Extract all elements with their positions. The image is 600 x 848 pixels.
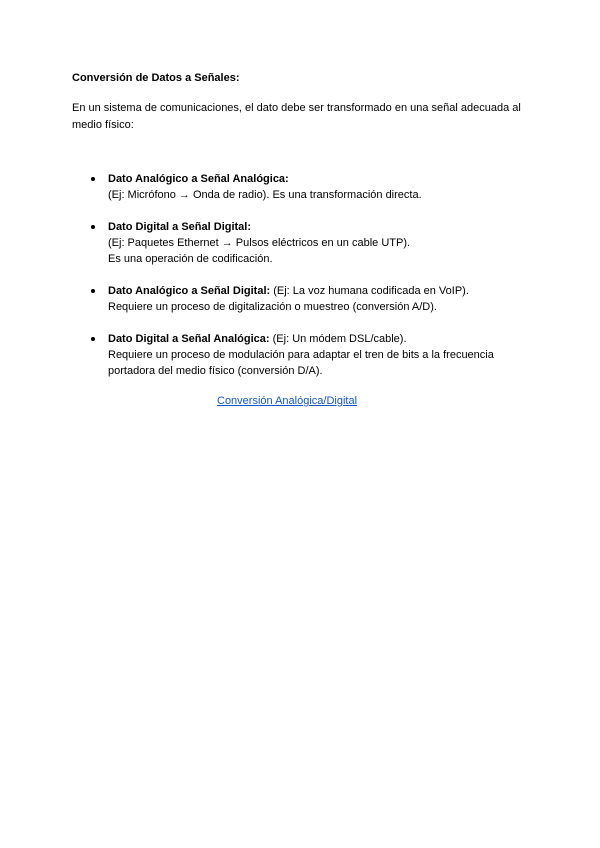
- bullet-icon: [91, 337, 95, 341]
- list-item: [72, 331, 532, 379]
- item-heading: Dato Digital a Señal Digital:: [108, 221, 252, 233]
- item-line: (Ej: Paquetes Ethernet → Pulsos eléctricos en un cable UTP).: [108, 237, 411, 249]
- bullet-icon: [91, 289, 95, 293]
- bullet-icon: [91, 225, 95, 229]
- item-heading: Dato Analógico a Señal Digital:: [108, 285, 271, 297]
- list-item: [72, 171, 532, 203]
- conversion-link[interactable]: Conversión Analógica/Digital: [217, 395, 358, 407]
- intro-paragraph: En un sistema de comunicaciones, el dato debe ser transformado en una señal adecuada al medio físico:: [72, 102, 521, 131]
- item-line: Requiere un proceso de modulación para adaptar el tren de bits a la frecuencia: [108, 349, 494, 361]
- item-inline-text: (Ej: La voz humana codificada en VoIP).: [270, 285, 469, 297]
- item-heading: Dato Analógico a Señal Analógica:: [108, 173, 289, 185]
- item-line: portadora del medio físico (conversión D/A).: [108, 365, 323, 377]
- item-line: (Ej: Micrófono → Onda de radio). Es una transformación directa.: [108, 189, 422, 201]
- item-heading: Dato Digital a Señal Analógica:: [108, 333, 270, 345]
- item-line: Requiere un proceso de digitalización o muestreo (conversión A/D).: [108, 301, 437, 313]
- document-page: [72, 70, 532, 407]
- list-item: [72, 283, 532, 315]
- document-title: Conversión de Datos a Señales:: [72, 72, 240, 84]
- link-container: [72, 395, 532, 407]
- conversion-list: [72, 171, 532, 379]
- bullet-icon: [91, 177, 95, 181]
- item-inline-text: (Ej: Un módem DSL/cable).: [269, 333, 407, 345]
- item-line: Es una operación de codificación.: [108, 253, 273, 265]
- list-item: [72, 219, 532, 267]
